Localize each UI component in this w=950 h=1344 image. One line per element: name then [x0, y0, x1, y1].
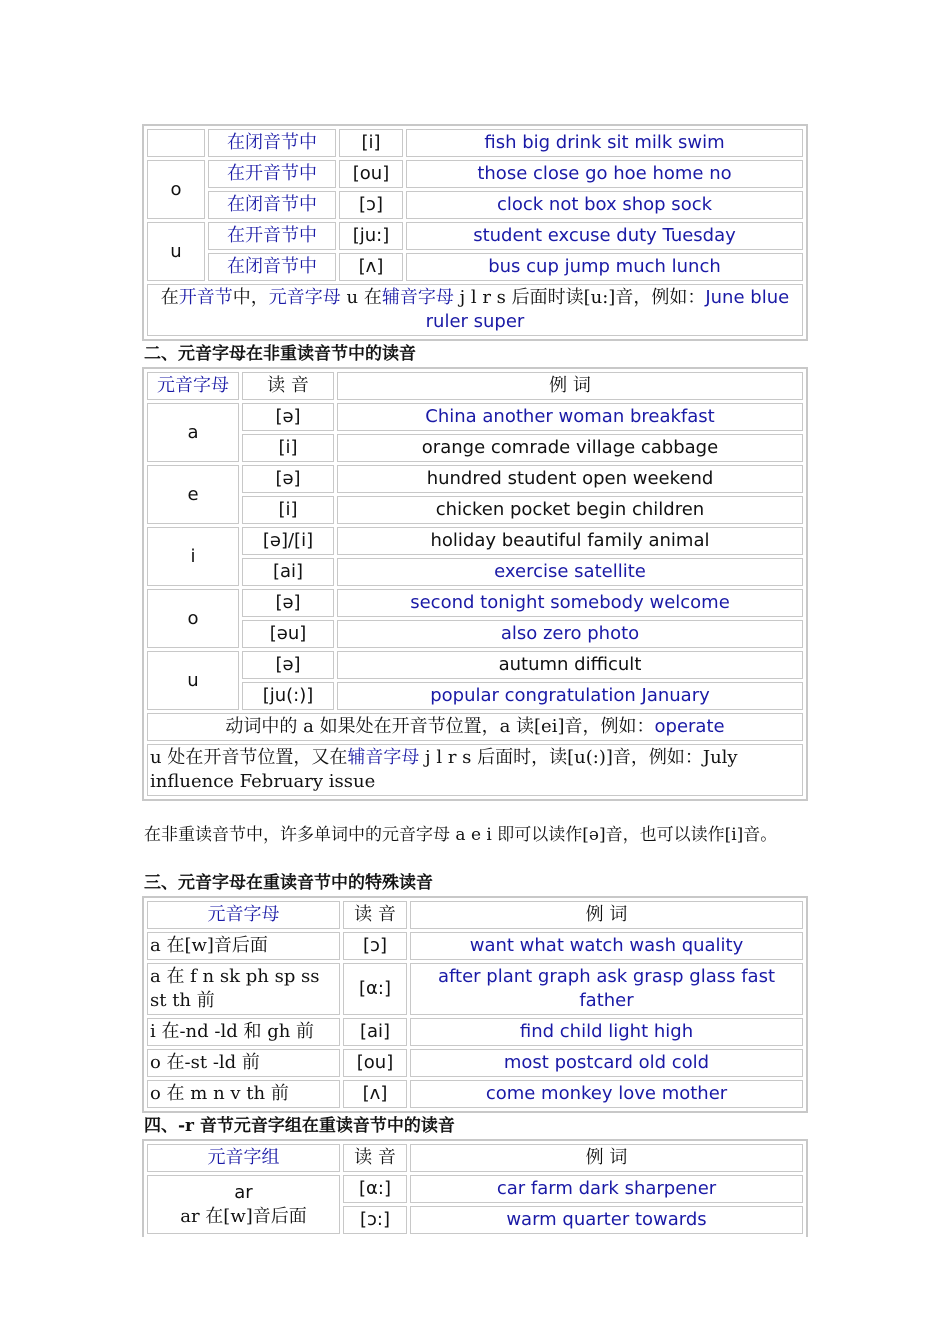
column-header: 元音字母 [147, 372, 239, 400]
phonetic: [ɔ] [339, 191, 403, 219]
section-heading: 四、-r 音节元音字组在重读音节中的读音 [144, 1116, 455, 1136]
syllable-position: 在开音节中 [208, 160, 336, 188]
phonetic: [ʌ] [343, 1080, 407, 1108]
table-row [147, 191, 803, 219]
vowel-letter: u [147, 651, 239, 710]
vowel-group [147, 1175, 340, 1234]
example-words: chicken pocket begin children [337, 496, 803, 524]
table-row [147, 160, 803, 188]
column-header: 例 词 [410, 1144, 803, 1172]
table-header-row [147, 372, 803, 400]
rule-note [147, 284, 803, 336]
table-row [147, 284, 803, 336]
section-heading: 二、元音字母在非重读音节中的读音 [144, 344, 416, 364]
table-row [147, 589, 803, 617]
rule-note [147, 713, 803, 741]
phonetic: [i] [242, 496, 334, 524]
example-words: holiday beautiful family animal [337, 527, 803, 555]
note-text: u 处在开音节位置，又在 [150, 747, 348, 768]
table-row [147, 496, 803, 524]
phonetic: [ʌ] [339, 253, 403, 281]
column-header: 元音字组 [147, 1144, 340, 1172]
letter-condition: i 在-nd -ld 和 gh 前 [147, 1018, 340, 1046]
phonetic: [i] [339, 129, 403, 157]
note-text: 在 [160, 287, 179, 308]
stressed-vowel-table [142, 124, 808, 341]
phonetic: [α:] [343, 1175, 407, 1203]
letter-condition: a 在[w]音后面 [147, 932, 340, 960]
letter-condition: o 在 m n v th 前 [147, 1080, 340, 1108]
phonetic: [i] [242, 434, 334, 462]
example-words: bus cup jump much lunch [406, 253, 803, 281]
vowel-letter: e [147, 465, 239, 524]
table-row [147, 963, 803, 1015]
letter-condition: a 在 f n sk ph sp ss st th 前 [147, 963, 340, 1015]
column-header: 例 词 [410, 901, 803, 929]
example-words: student excuse duty Tuesday [406, 222, 803, 250]
example-words: come monkey love mother [410, 1080, 803, 1108]
phonetic: [ə] [242, 403, 334, 431]
rule-note [147, 744, 803, 796]
syllable-position: 在开音节中 [208, 222, 336, 250]
syllable-position: 在闭音节中 [208, 191, 336, 219]
table-row [147, 434, 803, 462]
note-examples: operate [654, 716, 725, 737]
example-words: want what watch wash quality [410, 932, 803, 960]
table-row [147, 465, 803, 493]
example-words: those close go hoe home no [406, 160, 803, 188]
syllable-position: 在闭音节中 [208, 253, 336, 281]
phonetic: [α:] [343, 963, 407, 1015]
note-term: 辅音字母 [381, 287, 454, 308]
vowel-letter: o [147, 160, 205, 219]
vowel-letter: u [147, 222, 205, 281]
table-row [147, 222, 803, 250]
letter-condition: o 在-st -ld 前 [147, 1049, 340, 1077]
table-row [147, 527, 803, 555]
table-row [147, 651, 803, 679]
note-term: 元音字母 [268, 287, 341, 308]
note-text: j l r s 后面时，读[u(:)]音，例如：July influence February issue [150, 747, 738, 792]
example-words: autumn difficult [337, 651, 803, 679]
example-words: fish big drink sit milk swim [406, 129, 803, 157]
vowel-letter: i [147, 527, 239, 586]
table-row [147, 558, 803, 586]
syllable-position: 在闭音节中 [208, 129, 336, 157]
example-words: hundred student open weekend [337, 465, 803, 493]
table-row [147, 1049, 803, 1077]
example-words: find child light high [410, 1018, 803, 1046]
column-header: 元音字母 [147, 901, 340, 929]
column-header: 读 音 [343, 1144, 407, 1172]
phonetic: [ə] [242, 465, 334, 493]
vowel-group-condition: ar 在[w]音后面 [180, 1205, 307, 1227]
column-header: 例 词 [337, 372, 803, 400]
phonetic: [ə] [242, 651, 334, 679]
example-words: also zero photo [337, 620, 803, 648]
column-header: 读 音 [242, 372, 334, 400]
r-vowel-group-table [142, 1139, 808, 1237]
body-paragraph: 在非重读音节中，许多单词中的元音字母 a e i 即可以读作[ə]音，也可以读作[i]音。 [144, 825, 778, 845]
phonetic: [ou] [339, 160, 403, 188]
table-row [147, 129, 803, 157]
vowel-letter: a [147, 403, 239, 462]
example-words: popular congratulation January [337, 682, 803, 710]
special-stressed-table [142, 896, 808, 1113]
phonetic: [ɔ:] [343, 1206, 407, 1234]
column-header: 读 音 [343, 901, 407, 929]
phonetic: [əu] [242, 620, 334, 648]
example-words: most postcard old cold [410, 1049, 803, 1077]
phonetic: [ai] [242, 558, 334, 586]
table-row [147, 932, 803, 960]
unstressed-vowel-table [142, 367, 808, 801]
table-row [147, 403, 803, 431]
note-text: 动词中的 a 如果处在开音节位置，a 读[ei]音，例如： [225, 716, 655, 737]
example-words: orange comrade village cabbage [337, 434, 803, 462]
letter-cell [147, 129, 205, 157]
section-heading: 三、元音字母在重读音节中的特殊读音 [144, 873, 433, 893]
note-term: 开音节 [178, 287, 233, 308]
table-row [147, 713, 803, 741]
table-row [147, 744, 803, 796]
phonetic: [ə]/[i] [242, 527, 334, 555]
example-words: clock not box shop sock [406, 191, 803, 219]
table-row [147, 1080, 803, 1108]
phonetic: [ju:] [339, 222, 403, 250]
phonetic: [ju(:)] [242, 682, 334, 710]
table-row [147, 1175, 803, 1203]
example-words: China another woman breakfast [337, 403, 803, 431]
example-words: after plant graph ask grasp glass fast father [410, 963, 803, 1015]
document-page [142, 124, 808, 1237]
example-words: warm quarter towards [410, 1206, 803, 1234]
table-header-row [147, 901, 803, 929]
note-text: j l r s 后面时读[u:]音，例如： [453, 287, 706, 308]
note-text: u 在 [340, 287, 382, 308]
note-text: 中， [232, 287, 269, 308]
example-words: car farm dark sharpener [410, 1175, 803, 1203]
table-header-row [147, 1144, 803, 1172]
example-words: exercise satellite [337, 558, 803, 586]
table-row [147, 253, 803, 281]
phonetic: [ə] [242, 589, 334, 617]
table-row [147, 620, 803, 648]
vowel-letter: o [147, 589, 239, 648]
note-term: 辅音字母 [347, 747, 420, 768]
table-row [147, 682, 803, 710]
vowel-group-label: ar [234, 1181, 253, 1203]
phonetic: [ai] [343, 1018, 407, 1046]
note-examples: June blue ruler super [425, 287, 790, 332]
table-row [147, 1018, 803, 1046]
example-words: second tonight somebody welcome [337, 589, 803, 617]
phonetic: [ɔ] [343, 932, 407, 960]
phonetic: [ou] [343, 1049, 407, 1077]
